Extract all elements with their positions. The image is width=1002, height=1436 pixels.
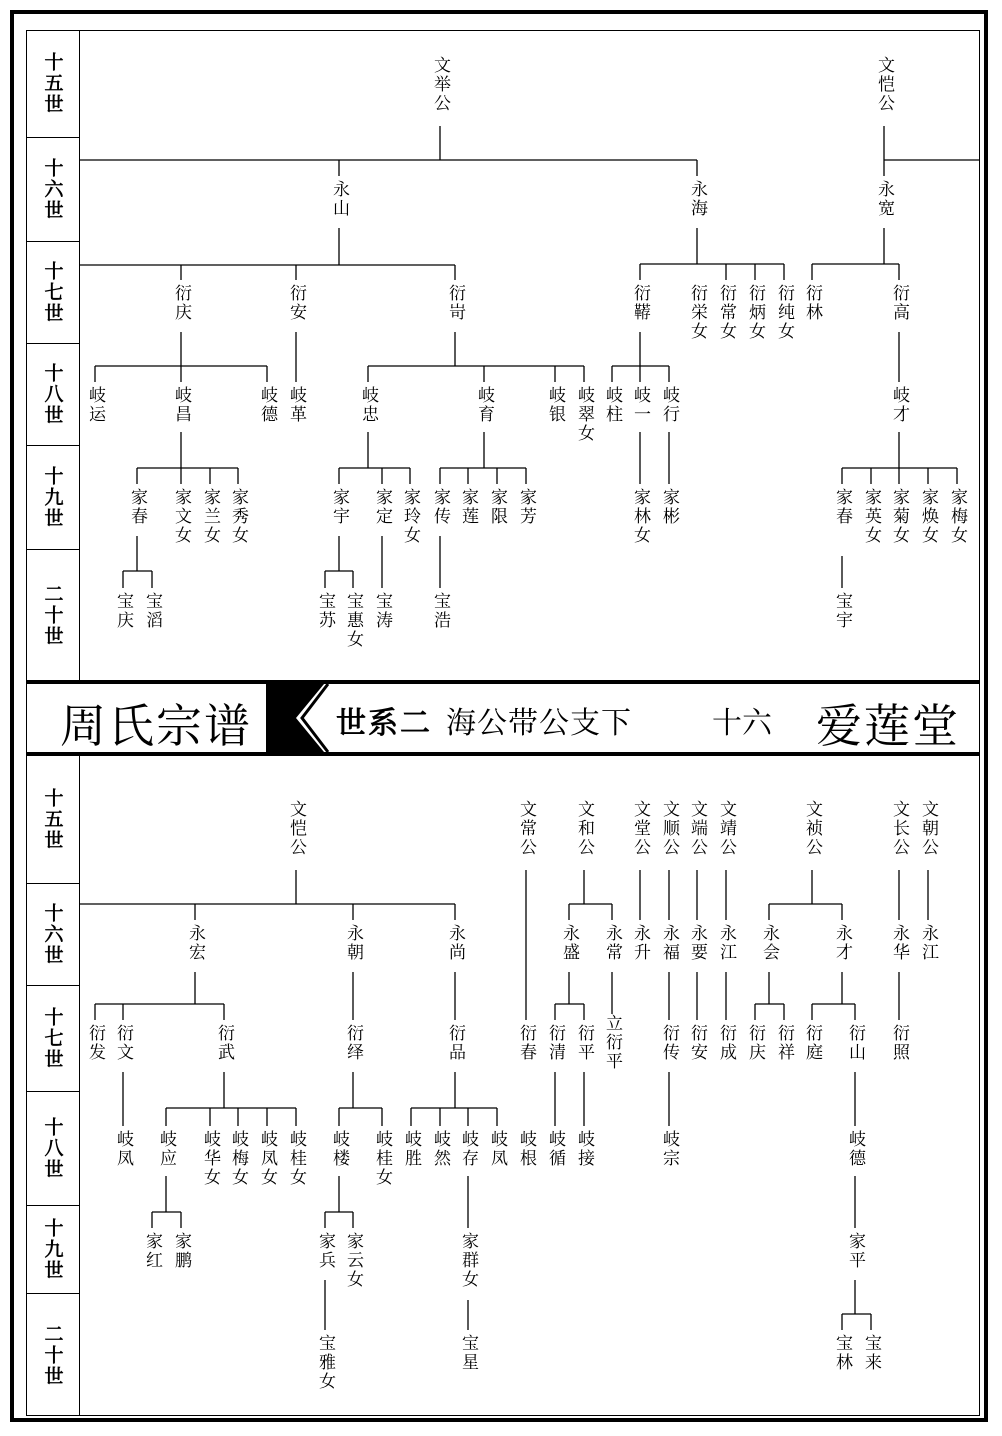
person-name: 永福 (659, 924, 679, 962)
person-name: 家定 (372, 488, 392, 526)
book-title: 周氏宗谱 (60, 699, 252, 753)
person-name: 衍林 (802, 284, 822, 322)
person-name: 衍成 (716, 1024, 736, 1062)
person-name: 衍炳女 (745, 284, 765, 341)
person-name: 岐德 (845, 1130, 865, 1168)
gen-label-20-b: 二十世 (41, 1323, 64, 1387)
person-name: 岐一 (630, 386, 650, 424)
person-name: 宝滔 (142, 592, 162, 630)
person-name: 岐循 (545, 1130, 565, 1168)
hall-name: 爱莲堂 (816, 699, 960, 753)
person-name: 岐存 (458, 1130, 478, 1168)
person-name: 文朝公 (918, 800, 938, 857)
person-name: 永会 (759, 924, 779, 962)
person-name: 岐梅女 (228, 1130, 248, 1187)
gen-label-17: 十七世 (26, 242, 80, 344)
person-name: 永宽 (874, 180, 894, 218)
person-name: 文举公 (430, 56, 450, 113)
person-name: 衍庭 (802, 1024, 822, 1062)
person-name: 家彬 (659, 488, 679, 526)
person-name: 衍传 (659, 1024, 679, 1062)
person-name: 岐宗 (659, 1130, 679, 1168)
person-name: 家宇 (329, 488, 349, 526)
person-name: 宝涛 (372, 592, 392, 630)
person-name: 岐柱 (602, 386, 622, 424)
person-name: 衍品 (445, 1024, 465, 1062)
person-name: 宝星 (458, 1334, 478, 1372)
person-name: 衍高 (889, 284, 909, 322)
person-name: 家玲女 (400, 488, 420, 545)
person-name: 岐胜 (401, 1130, 421, 1168)
person-name: 家鹏 (171, 1232, 191, 1270)
person-name: 文和公 (574, 800, 594, 857)
person-name: 衍庆 (171, 284, 191, 322)
person-name: 岐昌 (171, 386, 191, 424)
person-name: 宝庆 (113, 592, 133, 630)
person-name: 文顺公 (659, 800, 679, 857)
person-name: 立衍平 (602, 1014, 622, 1071)
person-name: 岐然 (430, 1130, 450, 1168)
person-name: 文端公 (687, 800, 707, 857)
section-label: 世系二 (336, 706, 432, 741)
person-name: 岐革 (286, 386, 306, 424)
person-name: 家云女 (343, 1232, 363, 1289)
person-name: 岐接 (574, 1130, 594, 1168)
person-name: 宝林 (832, 1334, 852, 1372)
person-name: 衍武 (214, 1024, 234, 1062)
person-name: 文堂公 (630, 800, 650, 857)
person-name: 家兰女 (200, 488, 220, 545)
person-name: 家焕女 (918, 488, 938, 545)
person-name: 永江 (716, 924, 736, 962)
person-name: 家英女 (861, 488, 881, 545)
person-name: 文祯公 (802, 800, 822, 857)
person-name: 家芳 (516, 488, 536, 526)
person-name: 家限 (487, 488, 507, 526)
person-name: 家文女 (171, 488, 191, 545)
person-name: 家林女 (630, 488, 650, 545)
person-name: 衍绎 (343, 1024, 363, 1062)
person-name: 永盛 (559, 924, 579, 962)
person-name: 家春 (127, 488, 147, 526)
person-name: 文恺公 (286, 800, 306, 857)
person-name: 永江 (918, 924, 938, 962)
page-number: 十六 (712, 706, 772, 741)
person-name: 文靖公 (716, 800, 736, 857)
person-name: 岐行 (659, 386, 679, 424)
person-name: 永宏 (185, 924, 205, 962)
person-name: 家红 (142, 1232, 162, 1270)
person-name: 衍清 (545, 1024, 565, 1062)
gen-label-17-b: 十七世 (26, 986, 80, 1092)
person-name: 衍祥 (774, 1024, 794, 1062)
gen-label-16: 十六世 (26, 138, 80, 242)
person-name: 岐应 (156, 1130, 176, 1168)
person-name: 宝苏 (315, 592, 335, 630)
person-name: 宝来 (861, 1334, 881, 1372)
gen-label-19: 十九世 (26, 446, 80, 550)
person-name: 永朝 (343, 924, 363, 962)
person-name: 岐凤 (487, 1130, 507, 1168)
person-name: 岐桂女 (286, 1130, 306, 1187)
person-name: 文恺公 (874, 56, 894, 113)
person-name: 岐凤女 (257, 1130, 277, 1187)
person-name: 衍平 (574, 1024, 594, 1062)
person-name: 衍文 (113, 1024, 133, 1062)
person-name: 文长公 (889, 800, 909, 857)
person-name: 宝宇 (832, 592, 852, 630)
person-name: 家群女 (458, 1232, 478, 1289)
gen-label-15-b: 十五世 (26, 756, 80, 884)
person-name: 永才 (832, 924, 852, 962)
person-name: 家菊女 (889, 488, 909, 545)
person-name: 衍常女 (716, 284, 736, 341)
person-name: 岐德 (257, 386, 277, 424)
person-name: 家莲 (458, 488, 478, 526)
person-name: 永华 (889, 924, 909, 962)
gen-label-16-b: 十六世 (26, 884, 80, 986)
person-name: 永要 (687, 924, 707, 962)
person-name: 家秀女 (228, 488, 248, 545)
person-name: 岐楼 (329, 1130, 349, 1168)
person-name: 衍鞯 (630, 284, 650, 322)
person-name: 宝雅女 (315, 1334, 335, 1391)
person-name: 家兵 (315, 1232, 335, 1270)
person-name: 衍纯女 (774, 284, 794, 341)
person-name: 文常公 (516, 800, 536, 857)
person-name: 岐根 (516, 1130, 536, 1168)
person-name: 衍安 (687, 1024, 707, 1062)
person-name: 岐翠女 (574, 386, 594, 443)
person-name: 岐银 (545, 386, 565, 424)
gen-label-18-b: 十八世 (26, 1092, 80, 1206)
person-name: 宝浩 (430, 592, 450, 630)
person-name: 岐忠 (358, 386, 378, 424)
person-name: 家春 (832, 488, 852, 526)
person-name: 家平 (845, 1232, 865, 1270)
person-name: 岐育 (474, 386, 494, 424)
person-name: 永尚 (445, 924, 465, 962)
person-name: 岐才 (889, 386, 909, 424)
gen-label-15: 十五世 (26, 30, 80, 138)
person-name: 家梅女 (947, 488, 967, 545)
person-name: 岐运 (85, 386, 105, 424)
person-name: 永山 (329, 180, 349, 218)
person-name: 岐凤 (113, 1130, 133, 1168)
person-name: 永常 (602, 924, 622, 962)
person-name: 衍岢 (445, 284, 465, 322)
person-name: 永升 (630, 924, 650, 962)
person-name: 衍栄女 (687, 284, 707, 341)
person-name: 衍山 (845, 1024, 865, 1062)
gen-label-18: 十八世 (26, 344, 80, 446)
person-name: 岐桂女 (372, 1130, 392, 1187)
branch-label: 海公带公支下 (446, 706, 632, 741)
person-name: 衍照 (889, 1024, 909, 1062)
person-name: 衍发 (85, 1024, 105, 1062)
person-name: 衍安 (286, 284, 306, 322)
gen-label-19-b: 十九世 (26, 1206, 80, 1294)
person-name: 家传 (430, 488, 450, 526)
person-name: 宝惠女 (343, 592, 363, 649)
person-name: 永海 (687, 180, 707, 218)
gen-label-20: 二十世 (41, 583, 64, 647)
person-name: 衍春 (516, 1024, 536, 1062)
person-name: 岐华女 (200, 1130, 220, 1187)
person-name: 衍庆 (745, 1024, 765, 1062)
